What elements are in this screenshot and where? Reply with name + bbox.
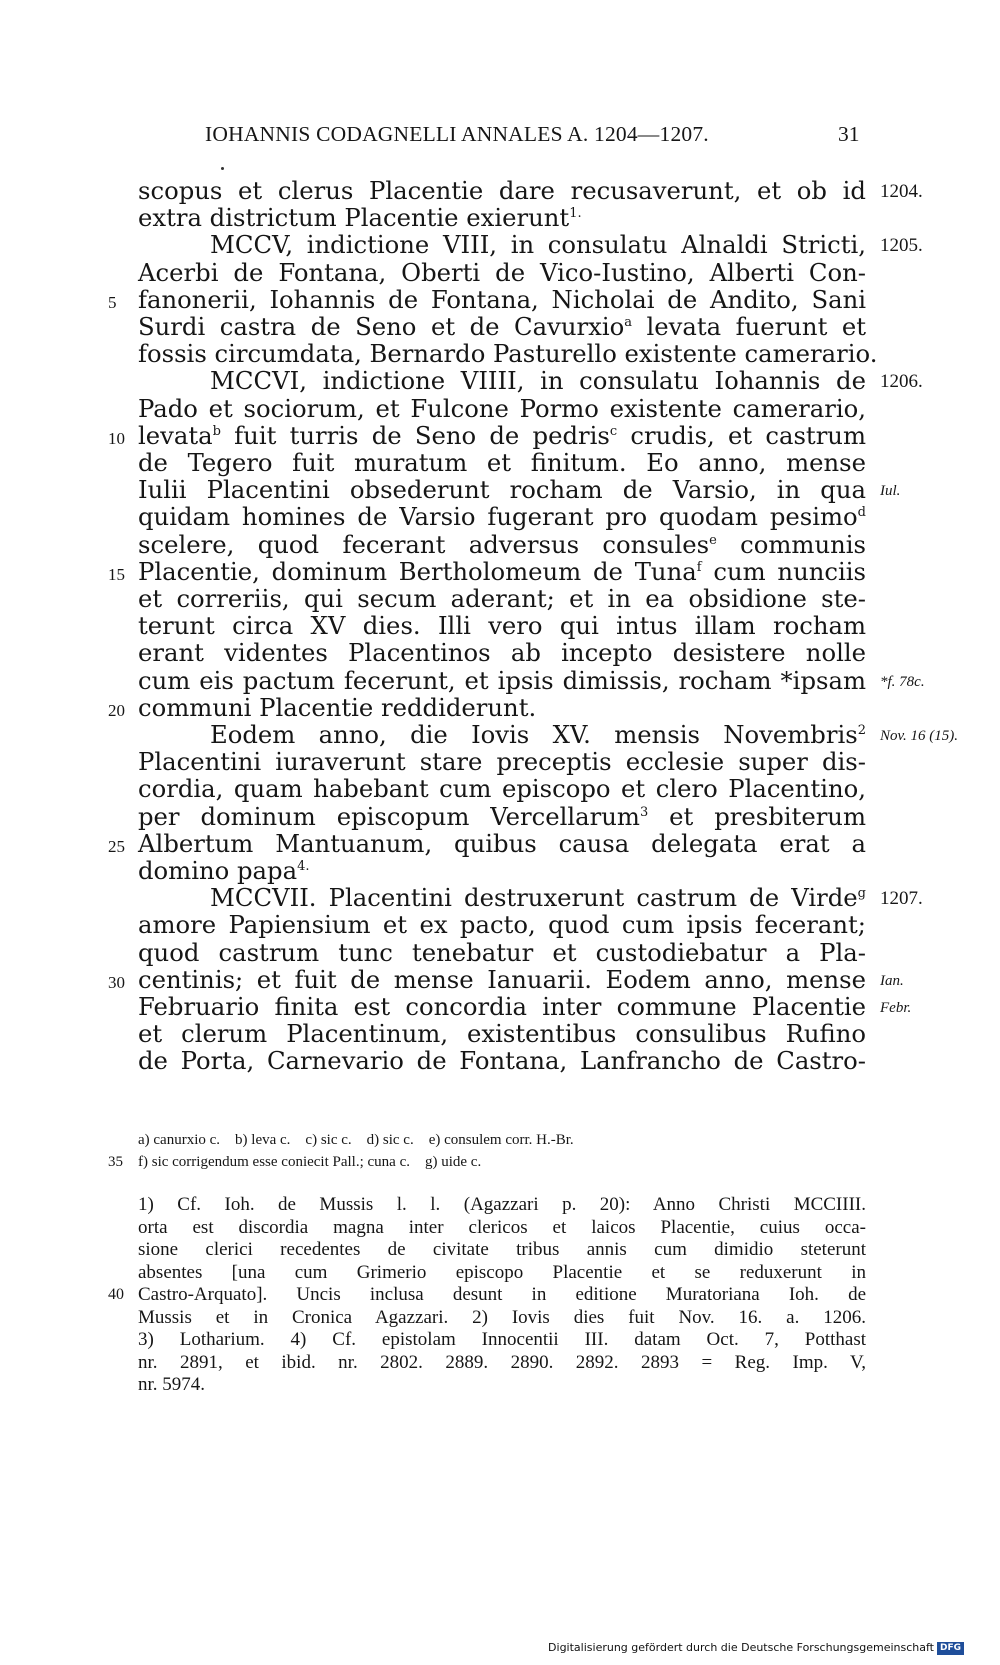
text-line: [210, 884, 866, 912]
footnote-line: orta est discordia magna inter clericos et laicos Placentie, cuius occa-: [138, 1216, 866, 1238]
text-line: [138, 612, 866, 640]
footnote-mark: f: [696, 559, 702, 575]
footnote-line: nr. 2891, et ibid. nr. 2802. 2889. 2890. 2892. 2893 = Reg. Imp. V,: [138, 1351, 866, 1373]
text-line: [138, 803, 866, 831]
line-text: scopus et clerus Placentie dare recusaverunt, et ob id: [138, 176, 866, 205]
line-text-continued: et presbiterum: [648, 801, 866, 831]
ink-dot: [221, 167, 224, 170]
line-number: 15: [108, 564, 125, 584]
footnote-mark: c: [609, 423, 618, 439]
variant-line: a) canurxio c. b) leva c. c) sic c. d) sic c. e) consulem corr. H.-Br.: [138, 1132, 574, 1148]
margin-date-note: 1206.: [880, 371, 923, 393]
margin-date-note: Febr.: [880, 1000, 912, 1016]
line-text: MCCVI, indictione VIIII, in consulatu Iohannis de: [210, 366, 866, 396]
line-text: communi Placentie reddiderunt.: [138, 692, 537, 722]
text-line: [138, 313, 866, 341]
text-line: [138, 339, 878, 369]
line-text: scelere, quod fecerant adversus consules: [138, 529, 710, 559]
text-line: [138, 857, 866, 885]
text-line: [210, 367, 866, 395]
dfg-logo-icon: DFG: [937, 1642, 964, 1655]
footnote-mark: b: [212, 423, 221, 439]
footnote-line: Mussis et in Cronica Agazzari. 2) Iovis dies fuit Nov. 16. a. 1206.: [138, 1306, 866, 1328]
line-text: Februario finita est concordia inter commune Placentie: [138, 992, 866, 1021]
line-text: Iulii Placentini obsederunt rocham de Varsio, in qua: [138, 475, 866, 505]
margin-date-note: Iul.: [880, 483, 901, 500]
footnote-line: 1) Cf. Ioh. de Mussis l. l. (Agazzari p. 20): Anno Christi MCCIIII.: [138, 1194, 866, 1215]
credit-text: Digitalisierung gefördert durch die Deutsche Forschungsgemeinschaft: [548, 1641, 934, 1654]
line-text: quidam homines de Varsio fugerant pro quodam pesimo: [138, 502, 858, 532]
line-number: 5: [108, 292, 117, 312]
page-number: 31: [838, 122, 860, 146]
line-text: amore Papiensium et ex pacto, quod cum ipsis fecerant;: [138, 910, 866, 940]
text-line: [138, 1047, 866, 1075]
text-line: [138, 993, 866, 1021]
line-text-continued: communis: [716, 529, 866, 559]
variant-line: f) sic corrigendum esse coniecit Pall.; cuna c. g) uide c.: [138, 1154, 482, 1170]
line-text: quod castrum tunc tenebatur et custodiebatur a Pla-: [138, 937, 866, 967]
text-line: [138, 286, 866, 314]
line-text-continued: levata fuerunt et: [632, 312, 866, 341]
text-line: [138, 748, 866, 776]
text-line: [138, 259, 866, 287]
line-number: 40: [108, 1286, 124, 1303]
text-line: [138, 1020, 866, 1048]
line-text: Surdi castra de Seno et de Cavurxio: [138, 312, 625, 341]
margin-date-note: 1204.: [880, 181, 923, 202]
line-text: erant videntes Placentinos ab incepto desistere nolle: [138, 638, 866, 668]
line-text: de Porta, Carnevario de Fontana, Lanfrancho de Castro-: [138, 1046, 866, 1076]
footnote-mark: 1.: [569, 206, 582, 222]
footnote-mark: 3: [639, 804, 649, 820]
line-text: Acerbi de Fontana, Oberti de Vico-Iustino, Alberti Con-: [138, 257, 866, 287]
text-line: [210, 231, 866, 259]
line-text: MCCV, indictione VIII, in consulatu Alnaldi Stricti,: [210, 230, 866, 260]
line-number: 30: [108, 972, 125, 992]
line-text: Placentini iuraverunt stare preceptis ecclesie super dis-: [138, 747, 866, 777]
line-text: extra districtum Placentie exierunt: [138, 203, 570, 233]
line-number: 10: [108, 428, 125, 448]
text-line: [138, 775, 866, 803]
line-text: et clerum Placentinum, existentibus consulibus Rufino: [138, 1019, 866, 1049]
footnote-mark: a: [624, 315, 632, 330]
line-text: Albertum Mantuanum, quibus causa delegata erat a: [138, 828, 866, 858]
text-line: [138, 531, 866, 559]
digitization-credit: [548, 1641, 964, 1655]
line-text-continued: cum nunciis: [701, 556, 866, 586]
footnote-mark: 4.: [297, 859, 310, 874]
line-text: per dominum episcopum Vercellarum: [138, 801, 640, 831]
line-text: cordia, quam habebant cum episcopo et clero Placentino,: [138, 774, 866, 804]
line-text: terunt circa XV dies. Illi vero qui intus illam rocham: [138, 611, 866, 641]
line-text: et correriis, qui secum aderant; et in ea obsidione ste-: [138, 584, 866, 613]
text-line: [138, 966, 866, 994]
text-line: [138, 694, 866, 722]
line-text-continued: fuit turris de Seno de pedris: [220, 420, 610, 450]
line-text: fanonerii, Iohannis de Fontana, Nicholai de Andito, Sani: [138, 284, 866, 314]
footnote-line: nr. 5974.: [138, 1374, 206, 1395]
page-header: [0, 122, 1000, 152]
line-text: fossis circumdata, Bernardo Pasturello existente camerario.: [138, 339, 878, 369]
line-text: centinis; et fuit de mense Ianuarii. Eodem anno, mense: [138, 964, 866, 994]
line-text: de Tegero fuit muratum et finitum. Eo anno, mense: [138, 448, 866, 477]
margin-date-note: 1205.: [880, 235, 923, 257]
text-line: [138, 204, 866, 232]
text-line: [138, 939, 866, 967]
text-line: [138, 449, 866, 477]
text-line: [138, 476, 866, 504]
text-line: [138, 830, 866, 858]
text-line: [138, 422, 866, 450]
line-text: Eodem anno, die Iovis XV. mensis Novembris: [210, 720, 858, 749]
running-title: IOHANNIS CODAGNELLI ANNALES A. 1204—1207.: [205, 122, 709, 146]
line-text-continued: crudis, et castrum: [617, 420, 866, 450]
text-line: [138, 639, 866, 667]
footnote-line: Castro-Arquato]. Uncis inclusa desunt in editione Muratoriana Ioh. de: [138, 1284, 866, 1305]
line-text: levata: [138, 420, 213, 450]
text-line: [138, 558, 866, 586]
footnote-mark: e: [709, 532, 717, 548]
footnote-line: sione clerici recedentes de civitate tribus annis cum dimidio steterunt: [138, 1239, 866, 1260]
footnote-line: 3) Lotharium. 4) Cf. epistolam Innocentii III. datam Oct. 7, Potthast: [138, 1329, 866, 1350]
margin-date-note: Ian.: [880, 972, 904, 989]
line-text: Placentie, dominum Bertholomeum de Tuna: [138, 556, 697, 586]
line-number: 20: [108, 700, 125, 720]
margin-date-note: *f. 78c.: [880, 673, 925, 690]
text-line: [138, 395, 866, 423]
line-number: 35: [108, 1154, 123, 1170]
text-line: [138, 177, 866, 205]
footnote-line: absentes [una cum Grimerio episcopo Placentie et se reduxerunt in: [138, 1261, 866, 1283]
text-line: [138, 503, 866, 531]
text-line: [210, 721, 866, 749]
line-text: domino papa: [138, 856, 298, 885]
text-line: [138, 911, 866, 939]
text-line: [138, 667, 866, 695]
line-text: cum eis pactum fecerunt, et ipsis dimissis, rocham *ipsam: [138, 665, 866, 695]
line-number: 25: [108, 836, 125, 856]
line-text: Pado et sociorum, et Fulcone Pormo existente camerario,: [138, 393, 866, 423]
line-text: MCCVII. Placentini destruxerunt castrum de Virde: [210, 883, 858, 913]
footnote-mark: 2: [857, 723, 866, 738]
footnote-mark: d: [857, 505, 866, 521]
margin-date-note: Nov. 16 (15).: [880, 728, 959, 744]
margin-date-note: 1207.: [880, 888, 923, 910]
text-line: [138, 585, 866, 613]
footnote-mark: g: [857, 886, 866, 902]
